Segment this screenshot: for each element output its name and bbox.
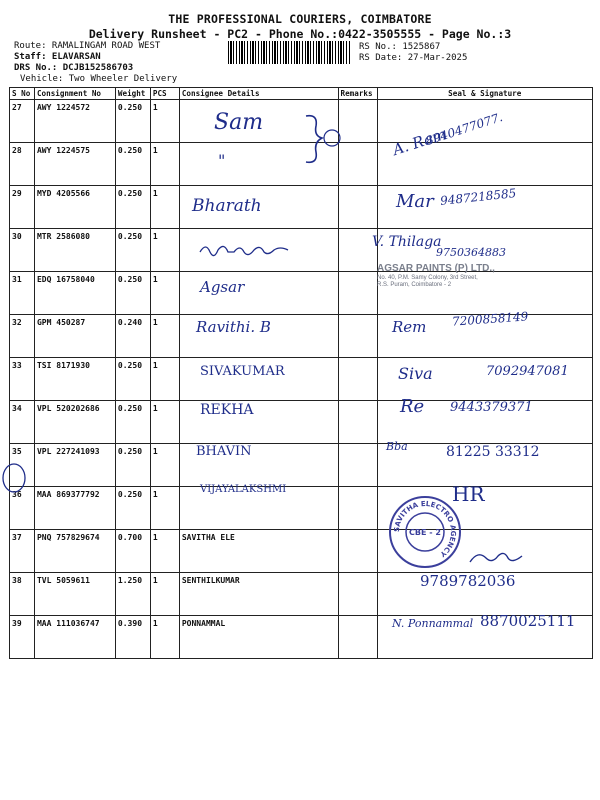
- hw-r27-sig: A. Ram: [390, 124, 449, 160]
- hw-r27-name: Sam: [214, 110, 264, 135]
- remarks-cell: [338, 315, 377, 358]
- pcs-cell: 1: [150, 143, 179, 186]
- consignment-cell: MTR 2586080: [34, 229, 115, 272]
- consignment-cell: MYD 4205566: [34, 186, 115, 229]
- weight-cell: 0.250: [115, 186, 150, 229]
- pcs-cell: 1: [150, 315, 179, 358]
- weight-cell: 0.250: [115, 487, 150, 530]
- pcs-cell: 1: [150, 401, 179, 444]
- hw-r38-phone: 9789782036: [420, 572, 516, 590]
- consignment-cell: AWY 1224572: [34, 100, 115, 143]
- consignment-cell: MAA 111036747: [34, 616, 115, 659]
- weight-cell: 0.390: [115, 616, 150, 659]
- remarks-cell: [338, 444, 377, 487]
- hw-r32-name: Ravithi. B: [196, 318, 271, 336]
- sno-cell: 34: [10, 401, 35, 444]
- hw-r29-name: Bharath: [192, 196, 262, 216]
- company-stamp: AGSAR PAINTS (P) LTD., No. 40, P.M. Samy Colony, 3rd Street, R.S. Puram, Coimbatore - 2: [377, 263, 495, 288]
- sno-cell: 35: [10, 444, 35, 487]
- seal-center-text: CBE - 2: [409, 528, 441, 537]
- pcs-cell: 1: [150, 487, 179, 530]
- remarks-cell: [338, 487, 377, 530]
- hw-r29-sig: Mar: [396, 191, 434, 212]
- consignment-cell: AWY 1224575: [34, 143, 115, 186]
- consignment-cell: PNQ 757829674: [34, 530, 115, 573]
- weight-cell: 0.240: [115, 315, 150, 358]
- route-text: Route: RAMALINGAM ROAD WEST: [14, 41, 161, 51]
- hw-r27-phone: 8940477077.: [423, 109, 505, 149]
- hw-r35-name: BHAVIN: [196, 444, 252, 459]
- hw-r29-phone: 9487218585: [439, 186, 517, 208]
- hw-r32-sig: Rem: [392, 318, 427, 336]
- staff-text: Staff: ELAVARSAN: [14, 52, 101, 62]
- hw-r35-phone: 81225 33312: [446, 444, 540, 460]
- sno-cell: 29: [10, 186, 35, 229]
- hw-r33-name: SIVAKUMAR: [200, 364, 285, 379]
- pcs-cell: 1: [150, 573, 179, 616]
- hw-r32-phone: 7200858149: [451, 309, 529, 329]
- rs-date-text: RS Date: 27-Mar-2025: [359, 53, 468, 63]
- hw-r33-sig: Siva: [398, 364, 433, 383]
- bracket-mark: [304, 112, 344, 166]
- drs-text: DRS No.: DCJB152586703: [14, 63, 134, 73]
- weight-cell: 0.250: [115, 358, 150, 401]
- consignment-cell: GPM 450287: [34, 315, 115, 358]
- weight-cell: 1.250: [115, 573, 150, 616]
- hw-r28-name: ": [218, 151, 226, 170]
- sno-cell: 39: [10, 616, 35, 659]
- table-row: [10, 100, 593, 143]
- header-subtitle: Delivery Runsheet - PC2 - Phone No.:0422-3505555 - Page No.:3: [88, 27, 512, 41]
- pcs-cell: 1: [150, 444, 179, 487]
- consignment-cell: VPL 520202686: [34, 401, 115, 444]
- sno-cell: 38: [10, 573, 35, 616]
- sno-cell: 37: [10, 530, 35, 573]
- hw-r33-phone: 7092947081: [486, 364, 569, 379]
- consignee-cell: SENTHILKUMAR: [179, 573, 338, 616]
- table-row: [10, 143, 593, 186]
- pcs-cell: 1: [150, 272, 179, 315]
- hw-r30-name-scribble: [198, 240, 298, 260]
- col-consignment: Consignment No: [34, 88, 115, 100]
- barcode: [228, 41, 351, 64]
- col-sno: S No: [10, 88, 35, 100]
- pcs-cell: 1: [150, 358, 179, 401]
- col-consignee: Consignee Details: [179, 88, 338, 100]
- seal-ring-text: SAVITHA ELECTRO AGENCY: [392, 499, 458, 559]
- remarks-cell: [338, 573, 377, 616]
- remarks-cell: [338, 530, 377, 573]
- sno-cell: 27: [10, 100, 35, 143]
- consignment-cell: VPL 227241093: [34, 444, 115, 487]
- company-seal: [388, 495, 462, 569]
- row-36-circle-mark: [1, 462, 27, 494]
- remarks-cell: [338, 358, 377, 401]
- sno-cell: 30: [10, 229, 35, 272]
- weight-cell: 0.250: [115, 401, 150, 444]
- pcs-cell: 1: [150, 186, 179, 229]
- hw-r39-sig: N. Ponnammal: [392, 617, 474, 630]
- vehicle-text: Vehicle: Two Wheeler Delivery: [20, 74, 178, 84]
- hw-r30-sig: V. Thilaga: [372, 234, 442, 250]
- remarks-cell: [338, 186, 377, 229]
- sno-cell: 36: [10, 487, 35, 530]
- weight-cell: 0.250: [115, 272, 150, 315]
- hw-r39-phone: 8870025111: [480, 612, 576, 630]
- col-remarks: Remarks: [338, 88, 377, 100]
- pcs-cell: 1: [150, 229, 179, 272]
- consignment-cell: MAA 869377792: [34, 487, 115, 530]
- hw-r30-phone: 9750364883: [436, 246, 506, 259]
- consignee-cell: SAVITHA ELE: [179, 530, 338, 573]
- col-weight: Weight: [115, 88, 150, 100]
- header-company: THE PROFESSIONAL COURIERS, COIMBATORE: [168, 12, 432, 26]
- hw-r34-phone: 9443379371: [450, 400, 533, 415]
- remarks-cell: [338, 272, 377, 315]
- hw-r34-sig: Re: [400, 396, 425, 417]
- col-pcs: PCS: [150, 88, 179, 100]
- col-signature: Seal & Signature: [377, 88, 592, 100]
- table-row: [10, 487, 593, 530]
- remarks-cell: [338, 616, 377, 659]
- hw-r36-sig: HR: [452, 482, 485, 506]
- remarks-cell: [338, 401, 377, 444]
- sno-cell: 33: [10, 358, 35, 401]
- weight-cell: 0.250: [115, 143, 150, 186]
- sno-cell: 31: [10, 272, 35, 315]
- table-header: [10, 88, 593, 100]
- pcs-cell: 1: [150, 530, 179, 573]
- rs-no-text: RS No.: 1525867: [359, 42, 441, 52]
- pcs-cell: 1: [150, 100, 179, 143]
- sno-cell: 28: [10, 143, 35, 186]
- hw-r34-name: REKHA: [200, 402, 254, 418]
- pcs-cell: 1: [150, 616, 179, 659]
- hw-r31-name: Agsar: [200, 278, 245, 296]
- hw-r35-sig: Bba: [386, 440, 408, 453]
- weight-cell: 0.700: [115, 530, 150, 573]
- row-38-signature: [466, 548, 526, 570]
- weight-cell: 0.250: [115, 100, 150, 143]
- weight-cell: 0.250: [115, 229, 150, 272]
- consignment-cell: TVL 5059611: [34, 573, 115, 616]
- consignment-cell: EDQ 16758040: [34, 272, 115, 315]
- consignee-cell: PONNAMMAL: [179, 616, 338, 659]
- consignment-cell: TSI 8171930: [34, 358, 115, 401]
- weight-cell: 0.250: [115, 444, 150, 487]
- hw-r36-name: VIJAYALAKSHMI: [200, 484, 287, 495]
- sno-cell: 32: [10, 315, 35, 358]
